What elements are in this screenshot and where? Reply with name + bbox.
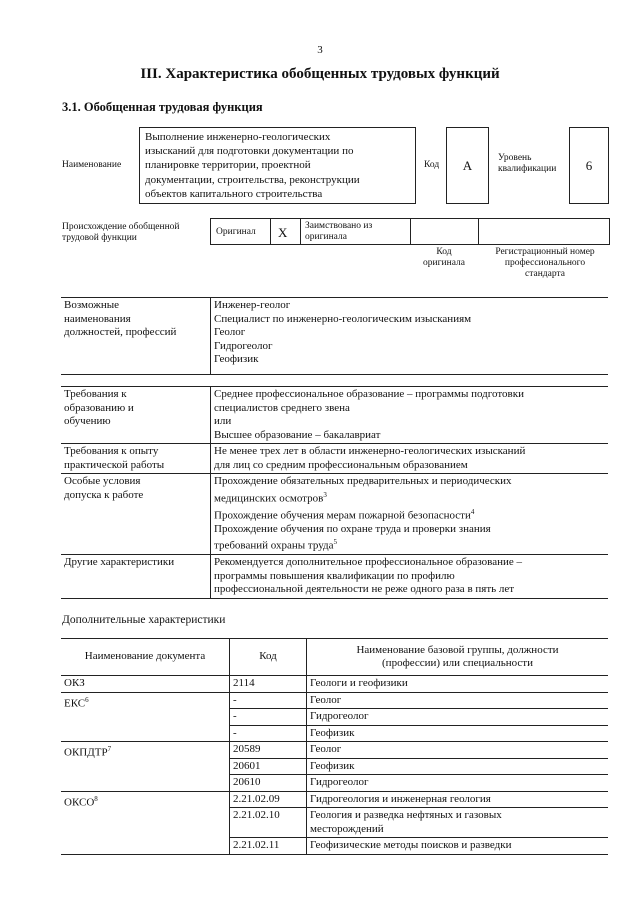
header-code: Код [230,639,307,676]
position-item: Гидрогеолог [214,339,273,352]
code-cell: 2.21.02.09 [230,791,307,808]
requirement-label [61,555,211,599]
table-row [61,791,608,808]
label-line: Требования к опыту [64,445,159,457]
code-original-caption [410,247,478,269]
name-cell [307,725,609,742]
name-cell [307,808,609,838]
table-row [61,555,608,599]
footnote-mark: 6 [85,695,89,704]
name-line: Гидрогеология и инженерная геология [310,792,491,805]
table-header-row [61,639,608,676]
name-cell [307,676,609,693]
original-mark: X [278,225,288,240]
label-line: образованию и [64,401,134,414]
label-line: должностей, профессий [64,326,177,338]
name-cell [307,838,609,855]
table-row [61,692,608,709]
value-line: Среднее профессиональное образование – программы подготовки [214,388,524,400]
value-text: Прохождение обучения мерам пожарной безопасности [214,509,471,522]
value-line [214,489,605,506]
value-line: Высшее образование – бакалавриат [214,428,381,441]
level-value-box [569,127,609,204]
subsection-title: 3.1. Обобщенная трудовая функция [62,100,263,114]
caption-line: оригинала [423,258,465,268]
code-cell: 20589 [230,742,307,759]
origin-label-line: Происхождение обобщенной [62,222,180,232]
label-line: Возможные [64,299,119,311]
name-line: документации, строительства, реконструкции [145,173,360,186]
name-line: Геолог [310,693,342,706]
code-cell: - [230,709,307,726]
name-value [140,128,415,203]
origin-label [62,222,180,244]
label-line: Требования к [64,388,127,400]
name-cell [307,791,609,808]
header-name [307,639,609,676]
code-value-box [446,127,489,204]
table-row [61,676,608,693]
name-line: Выполнение инженерно-геологических [145,131,331,143]
name-cell [307,742,609,759]
position-item: Специалист по инженерно-геологическим изысканиям [214,312,472,325]
header-name-line: (профессии) или специальности [382,657,533,669]
footnote-mark: 4 [470,507,475,516]
table-row [61,474,608,555]
extra-table [61,638,608,855]
value-line: или [214,415,232,427]
section-title: III. Характеристика обобщенных трудовых функций [140,66,500,82]
borrowed-label [305,221,372,243]
requirement-label [61,387,211,444]
value-text: медицинских осмотров [214,492,324,505]
code-cell: 20610 [230,775,307,792]
name-value-box [139,127,416,204]
positions-label [61,298,211,375]
value-line: для лиц со средним профессиональным образованием [214,458,468,471]
doc-name: ОКЗ [64,677,85,689]
origin-label-line: трудовой функции [62,233,137,243]
requirement-value [211,555,609,599]
code-value: А [462,158,473,173]
code-cell: 2.21.02.10 [230,808,307,838]
doc-name-cell [61,676,230,693]
name-line: планировке территории, проектной [145,159,311,172]
footnote-mark: 5 [333,538,337,547]
requirement-value [211,444,609,474]
name-line: объектов капитального строительства [145,187,323,200]
caption-line: стандарта [525,269,565,279]
name-line: Геология и разведка нефтяных и газовых [310,809,502,821]
borrowed-label-line: Заимствовано из [305,221,373,231]
code-cell: 20601 [230,758,307,775]
table-row [61,742,608,759]
value-text: требований охраны труда [214,539,334,552]
doc-name-cell [61,742,230,792]
label-line: наименования [64,312,131,325]
name-line: изысканий для подготовки документации по [145,145,354,158]
doc-name-cell [61,791,230,854]
label-line: допуска к работе [64,488,144,501]
name-cell [307,709,609,726]
requirement-value [211,387,609,444]
name-cell [307,775,609,792]
position-item: Инженер-геолог [214,299,291,311]
level-label-line: квалификации [498,164,557,174]
footnote-mark: 3 [323,490,327,499]
level-label [498,153,556,175]
label-line: обучению [64,415,111,427]
positions-values [211,298,609,375]
original-label: Оригинал [216,227,256,237]
name-label: Наименование [62,160,122,170]
table-row [61,387,608,444]
requirement-label [61,444,211,474]
value-line [214,536,605,553]
value-line: программы повышения квалификации по профилю [214,569,455,582]
doc-name-cell [61,692,230,742]
borrowed-label-line: оригинала [305,232,347,242]
requirement-label [61,474,211,555]
name-line: Геологи и геофизики [310,677,408,689]
label-line: Другие характеристики [64,556,175,569]
requirement-value [211,474,609,555]
name-line: Гидрогеолог [310,710,369,722]
code-cell: - [230,725,307,742]
extra-characteristics-title: Дополнительные характеристики [62,614,226,626]
value-line: Не менее трех лет в области инженерно-геологических изысканий [214,445,526,457]
name-cell [307,758,609,775]
value-line: Прохождение обязательных предварительных и периодических [214,475,512,487]
reg-number-caption [480,247,610,280]
name-line: Геофизик [310,726,355,739]
name-line: Геолог [310,743,342,755]
name-line: Геофизик [310,759,355,772]
label-line: практической работы [64,458,165,471]
page-number: 3 [317,44,323,56]
header-doc: Наименование документа [61,639,230,676]
code-cell: 2114 [230,676,307,693]
doc-name: ОКСО [64,796,95,809]
value-line: Прохождение обучения по охране труда и проверки знания [214,522,491,535]
level-value: 6 [585,158,593,173]
doc-name: ЕКС [64,697,86,710]
code-label: Код [424,160,440,170]
positions-table [61,297,608,375]
caption-line: профессионального [504,258,586,268]
doc-name: ОКПДТР [64,746,108,759]
position-item: Геофизик [214,353,259,365]
value-line [214,506,605,523]
caption-line: Код [436,247,452,257]
value-line: специалистов среднего звена [214,401,350,414]
code-cell: 2.21.02.11 [230,838,307,855]
footnote-mark: 7 [107,745,112,753]
level-label-line: Уровень [498,153,532,163]
name-line: месторождений [310,822,384,835]
header-name-line: Наименование базовой группы, должности [356,643,559,656]
code-cell: - [230,692,307,709]
extra-table-body [61,676,608,855]
value-line: Рекомендуется дополнительное профессиональное образование – [214,556,523,569]
label-line: Особые условия [64,475,141,487]
name-cell [307,692,609,709]
position-item: Геолог [214,326,246,338]
table-row [61,444,608,474]
caption-line: Регистрационный номер [495,247,595,257]
name-line: Гидрогеолог [310,776,369,788]
name-line: Геофизические методы поисков и разведки [310,839,512,851]
requirements-table [61,386,608,599]
value-line: профессиональной деятельности не реже одного раза в пять лет [214,583,515,596]
footnote-mark: 8 [94,794,98,803]
